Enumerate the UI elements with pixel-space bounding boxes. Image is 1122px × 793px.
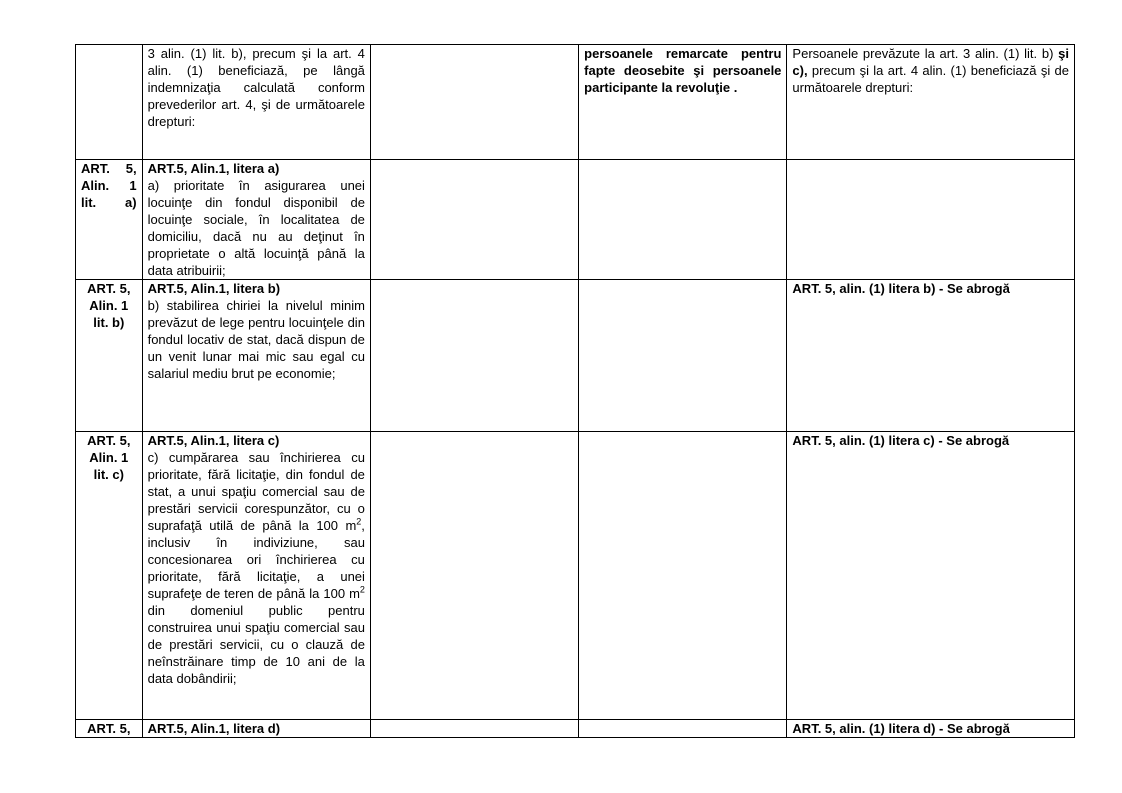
amendment-cell: [787, 45, 1075, 160]
empty-cell: [579, 432, 787, 720]
empty-cell: [370, 45, 578, 160]
amendment-cell: [787, 432, 1075, 720]
provision-text-b: , inclusiv în indiviziune, sau concesionarea ori închirierea cu prioritate, fără licitaţie, a unei suprafeţe de teren de până la 100 m: [147, 518, 365, 601]
table-row: [76, 45, 1075, 160]
provision-text-c: din domeniul public pentru construirea unui spaţiu comercial sau de prestări servicii, cu o clauză de neînstrăinare timp de 10 ani de la data dobândirii;: [147, 603, 365, 686]
table-row: [76, 432, 1075, 720]
article-label: ART. 5, Alin. 1 lit. b): [87, 281, 131, 330]
article-label-cell: [76, 160, 143, 280]
empty-cell: [370, 160, 578, 280]
amendment-cell: [787, 280, 1075, 432]
proposal-cell: [579, 45, 787, 160]
superscript-2: 2: [359, 584, 365, 595]
proposal-text: persoanele remarcate pentru fapte deosebite şi persoanele participante la revoluţie .: [584, 46, 782, 95]
empty-cell: [579, 720, 787, 738]
empty-cell: [370, 280, 578, 432]
table-row: [76, 280, 1075, 432]
article-label-cell: [76, 45, 143, 160]
current-law-cell: [142, 720, 370, 738]
amendment-text: ART. 5, alin. (1) litera d) - Se abrogă: [792, 721, 1010, 736]
table-row: [76, 160, 1075, 280]
empty-cell: [579, 280, 787, 432]
amendment-text-part1: Persoanele prevăzute la art. 3 alin. (1) lit. b): [792, 46, 1059, 61]
comparison-table: [75, 44, 1075, 738]
provision-heading: ART.5, Alin.1, litera d): [147, 721, 281, 736]
empty-cell: [787, 160, 1075, 280]
superscript-2: 2: [356, 516, 362, 527]
provision-text-a: c) cumpărarea sau închirierea cu prioritate, fără licitaţie, din fondul de stat, a unui spaţiu comercial sau de prestări servicii corespunzător, cu o suprafaţă utilă de până la 100 m: [147, 450, 365, 533]
empty-cell: [579, 160, 787, 280]
amendment-text-part3: precum şi la art. 4 alin. (1) beneficiază şi de următoarele drepturi:: [792, 63, 1069, 95]
current-law-cell: [142, 432, 370, 720]
article-label: ART. 5, Alin. 1 lit. a): [81, 161, 137, 210]
article-label: ART. 5, Alin. 1 lit. c): [87, 433, 131, 482]
provision-heading: ART.5, Alin.1, litera b): [147, 281, 281, 296]
amendment-text: ART. 5, alin. (1) litera b) - Se abrogă: [792, 281, 1010, 296]
provision-heading: ART.5, Alin.1, litera c): [147, 433, 280, 448]
provision-heading: ART.5, Alin.1, litera a): [147, 161, 280, 176]
article-label: ART. 5,: [87, 721, 131, 736]
amendment-cell: [787, 720, 1075, 738]
amendment-text: ART. 5, alin. (1) litera c) - Se abrogă: [792, 433, 1010, 448]
empty-cell: [370, 432, 578, 720]
provision-text: b) stabilirea chiriei la nivelul minim prevăzut de lege pentru locuinţele din fondul locativ de stat, dacă dispun de un venit lunar mai mic sau egal cu salariul mediu brut pe economie;: [147, 298, 365, 381]
current-law-cell: [142, 280, 370, 432]
current-law-text: 3 alin. (1) lit. b), precum şi la art. 4 alin. (1) beneficiază, pe lângă indemnizaţia calculată conform prevederilor art. 4, şi de următoarele drepturi:: [147, 46, 365, 129]
provision-text: [148, 449, 365, 687]
provision-text: a) prioritate în asigurarea unei locuinţe din fondul disponibil de locuinţe sociale, în localitatea de domiciliu, dacă nu au deţinut în proprietate o altă locuinţă până la data atribuirii;: [147, 178, 365, 278]
table-row: [76, 720, 1075, 738]
article-label-cell: [76, 720, 143, 738]
amendment-text-part2: şi c),: [792, 46, 1069, 78]
article-label-cell: [76, 432, 143, 720]
current-law-cell: [142, 45, 370, 160]
current-law-cell: [142, 160, 370, 280]
empty-cell: [370, 720, 578, 738]
article-label-cell: [76, 280, 143, 432]
